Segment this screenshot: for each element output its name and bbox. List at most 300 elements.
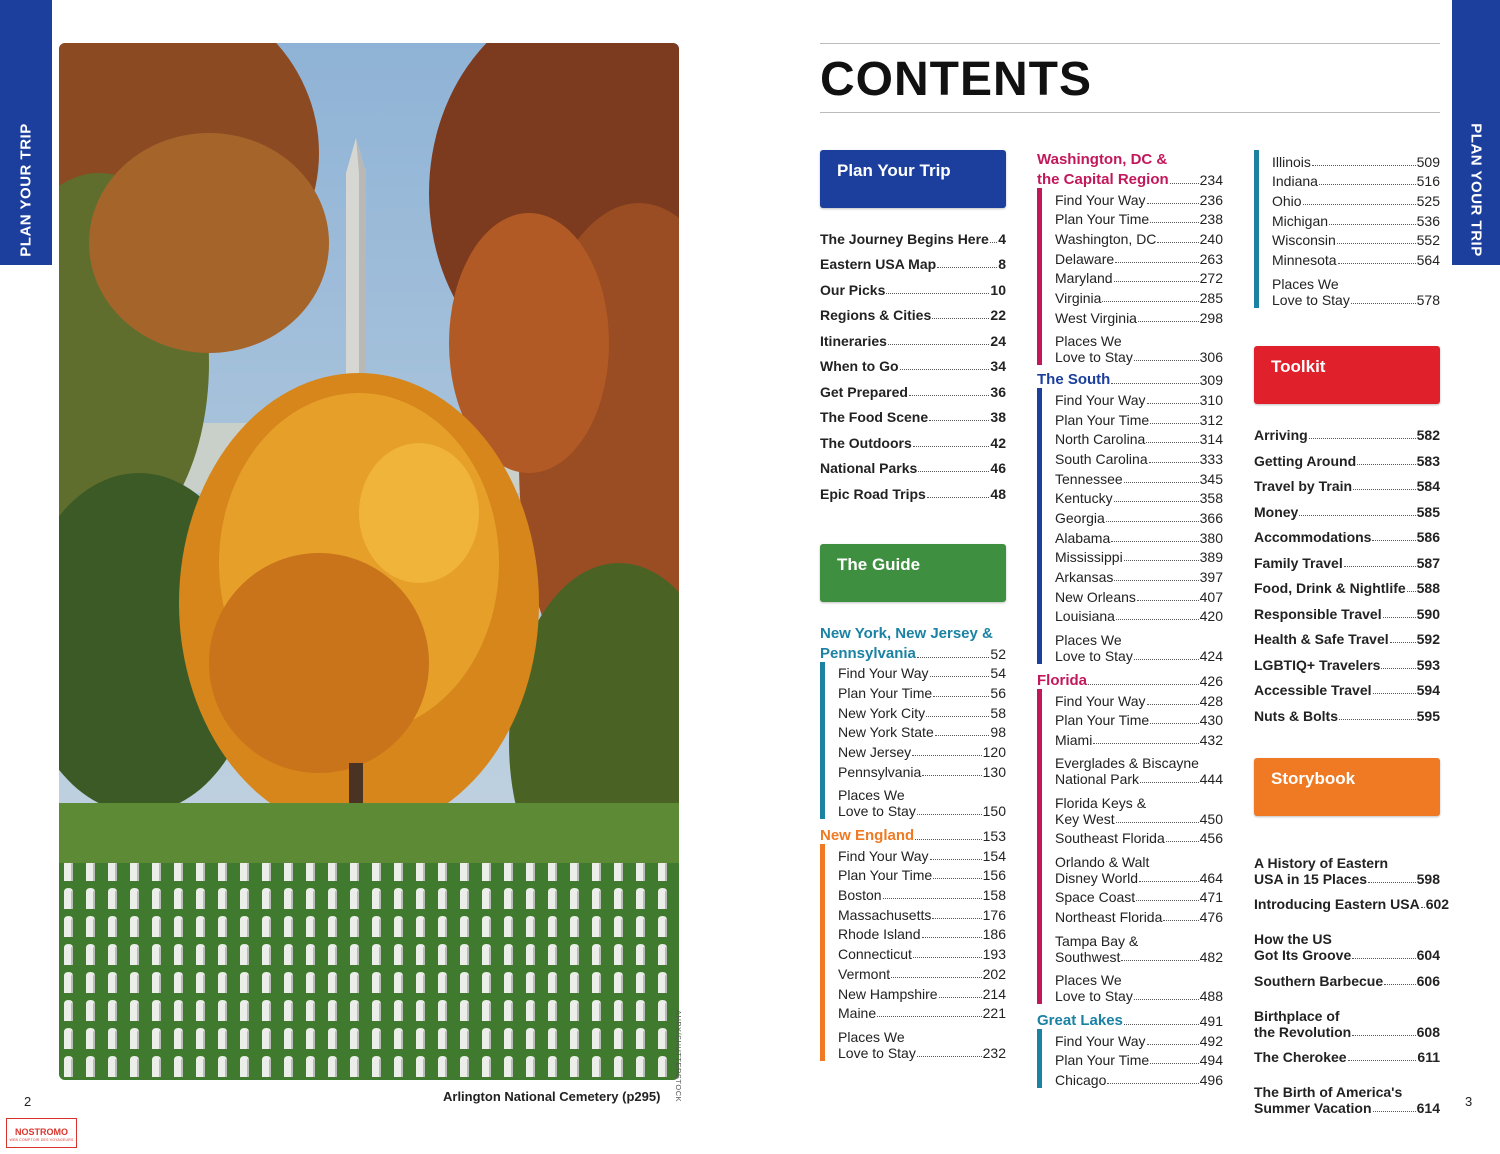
toc-item-label-row <box>1055 811 1223 827</box>
toc-item[interactable] <box>1254 698 1440 724</box>
toc-item-label: Illinois <box>1272 153 1311 170</box>
toc-item[interactable] <box>838 1021 1006 1060</box>
photo-credit: AHPX/SHUTTERSTOCK <box>674 1010 683 1103</box>
toc-item-page: 48 <box>990 485 1006 502</box>
leader-dots <box>877 1016 982 1017</box>
toc-item[interactable] <box>1055 286 1223 306</box>
leader-dots <box>1124 560 1199 561</box>
toc-item[interactable] <box>1254 545 1440 571</box>
toc-item[interactable] <box>1254 989 1440 1040</box>
toc-item-label: Love to Stay <box>1272 291 1350 308</box>
toc-item[interactable] <box>1055 787 1223 826</box>
toc-item[interactable] <box>1055 748 1223 787</box>
leader-dots <box>1150 423 1198 424</box>
toc-item[interactable] <box>1254 963 1440 989</box>
toolkit-list <box>1254 418 1440 724</box>
toc-item-label: Responsible Travel <box>1254 605 1382 622</box>
toc-item[interactable] <box>1254 622 1440 648</box>
toc-item[interactable] <box>1254 673 1440 699</box>
leader-dots <box>1147 203 1199 204</box>
toc-item[interactable] <box>1055 388 1223 408</box>
toc-item[interactable] <box>838 883 1006 903</box>
leader-dots <box>1319 184 1416 185</box>
toc-item[interactable] <box>820 221 1006 247</box>
toc-item-label: Itineraries <box>820 332 887 349</box>
toc-item-page: 8 <box>998 256 1006 272</box>
toc-item-page: 471 <box>1199 889 1223 906</box>
leader-dots <box>1373 693 1416 694</box>
leader-dots <box>1372 540 1415 541</box>
toc-item-label: Find Your Way <box>838 847 929 864</box>
toc-item[interactable] <box>1055 689 1223 709</box>
toc-item-label-row <box>1055 771 1223 787</box>
toc-item-page: 482 <box>1199 948 1223 965</box>
toc-item[interactable] <box>820 323 1006 349</box>
leader-dots <box>1407 591 1416 592</box>
toc-item[interactable] <box>820 298 1006 324</box>
toc-item-label: West Virginia <box>1055 309 1137 326</box>
leader-dots <box>930 676 990 677</box>
toc-item-label: Tampa Bay & <box>1055 932 1139 949</box>
toc-item[interactable] <box>1254 520 1440 546</box>
toc-item[interactable] <box>1055 208 1223 228</box>
leader-dots <box>1102 301 1198 302</box>
toc-item-page: 389 <box>1199 549 1223 566</box>
toc-item-label: New York State <box>838 724 934 741</box>
toc-item-label: New Jersey <box>838 743 912 760</box>
toc-item[interactable] <box>1055 526 1223 546</box>
leader-dots <box>1137 600 1199 601</box>
toc-item[interactable] <box>1254 596 1440 622</box>
toc-item-page: 156 <box>982 867 1006 884</box>
toc-item-label: Plan Your Time <box>838 684 933 701</box>
toc-item-label: Plan Your Time <box>1055 211 1150 228</box>
leader-dots <box>1381 668 1415 669</box>
toc-item[interactable] <box>1055 306 1223 326</box>
toc-item-page: 583 <box>1416 452 1440 469</box>
toc-item[interactable] <box>1254 912 1440 963</box>
toc-item[interactable] <box>1254 494 1440 520</box>
toc-item[interactable] <box>838 864 1006 884</box>
toc-item-label: Birthplace of <box>1254 1007 1340 1024</box>
toc-item[interactable] <box>1272 209 1440 229</box>
toc-item[interactable] <box>838 962 1006 982</box>
toc-item-label: Southern Barbecue <box>1254 972 1384 989</box>
toc-item-page: 285 <box>1199 290 1223 307</box>
plan-list <box>820 221 1006 502</box>
toc-item[interactable] <box>838 903 1006 923</box>
toc-item[interactable] <box>1055 728 1223 748</box>
toc-item[interactable] <box>838 760 1006 780</box>
toc-item[interactable] <box>1254 469 1440 495</box>
leader-dots <box>930 859 982 860</box>
toc-item-label: Find Your Way <box>838 665 929 682</box>
toc-item-page: 236 <box>1199 191 1223 208</box>
toc-item-label: Boston <box>838 887 882 904</box>
toc-item[interactable] <box>1254 571 1440 597</box>
toc-item[interactable] <box>1055 188 1223 208</box>
region-dc-items <box>1037 188 1223 365</box>
toc-item-page: 516 <box>1416 173 1440 190</box>
toc-item-label: Plan Your Time <box>1055 411 1150 428</box>
toc-item-page: 608 <box>1416 1023 1440 1040</box>
region-dc[interactable] <box>1037 150 1223 188</box>
toc-item-label: Wisconsin <box>1272 232 1336 249</box>
leader-dots <box>1150 1063 1198 1064</box>
toc-item-page: 614 <box>1416 1100 1440 1117</box>
toc-item[interactable] <box>838 701 1006 721</box>
leader-dots <box>1373 1111 1416 1112</box>
toc-item-label: The Outdoors <box>820 434 912 451</box>
toolkit-header[interactable]: Toolkit <box>1254 346 1440 404</box>
leader-dots <box>1344 566 1416 567</box>
toc-item[interactable] <box>1272 150 1440 170</box>
toc-item[interactable] <box>1055 467 1223 487</box>
toc-item-page: 150 <box>982 803 1006 820</box>
toc-item[interactable] <box>1055 447 1223 467</box>
toc-item-label: New Orleans <box>1055 588 1136 605</box>
toc-item-label: Maine <box>838 1005 877 1022</box>
toc-item-page: 42 <box>990 434 1006 451</box>
leader-dots <box>1150 222 1198 223</box>
toc-item[interactable] <box>1254 836 1440 887</box>
toc-item[interactable] <box>1055 624 1223 663</box>
leader-dots <box>1338 263 1416 264</box>
toc-item[interactable] <box>1254 887 1450 913</box>
toc-item-page: 611 <box>1417 1049 1440 1066</box>
toc-item[interactable] <box>838 681 1006 701</box>
toc-item-page: 430 <box>1199 712 1223 729</box>
toc-item-label: Miami <box>1055 731 1093 748</box>
toc-item-label: How the US <box>1254 931 1332 948</box>
toc-item-label: Summer Vacation <box>1254 1100 1372 1117</box>
leader-dots <box>1136 900 1198 901</box>
toc-item-page: 193 <box>982 946 1006 963</box>
leader-dots <box>1093 743 1198 744</box>
toc-item-label: Family Travel <box>1254 554 1343 571</box>
side-tab-label: PLAN YOUR TRIP <box>1467 123 1485 257</box>
toc-item-label: Alabama <box>1055 529 1111 546</box>
leader-dots <box>1157 242 1198 243</box>
toc-item-page: 310 <box>1199 391 1223 408</box>
region-title: Florida <box>1037 671 1088 689</box>
toc-item-page: 592 <box>1416 631 1440 648</box>
toc-item-label: Maryland <box>1055 270 1113 287</box>
leader-dots <box>918 471 989 472</box>
toc-item-label: Love to Stay <box>1055 647 1133 664</box>
toc-item-page: 606 <box>1416 972 1440 989</box>
publisher-logo <box>6 1118 77 1148</box>
toc-item[interactable] <box>1055 1068 1223 1088</box>
toc-item[interactable] <box>1055 709 1223 729</box>
toc-item-page: 232 <box>982 1044 1006 1061</box>
toc-item-page: 585 <box>1416 503 1440 520</box>
leader-dots <box>1147 1044 1199 1045</box>
leader-dots <box>1138 321 1199 322</box>
toc-item[interactable] <box>1055 247 1223 267</box>
toc-item-label: Virginia <box>1055 290 1102 307</box>
plan-your-trip-header[interactable]: Plan Your Trip <box>820 150 1006 208</box>
toc-item-label: New York City <box>838 704 926 721</box>
toc-item[interactable] <box>1272 170 1440 190</box>
toc-item[interactable] <box>1272 189 1440 209</box>
toc-item-label: Rhode Island <box>838 926 921 943</box>
toc-item-label: Indiana <box>1272 173 1318 190</box>
toc-item-page: 564 <box>1416 252 1440 269</box>
toc-item-page: 380 <box>1199 529 1223 546</box>
toc-item-label: Orlando & Walt <box>1055 853 1150 870</box>
photo-caption: Arlington National Cemetery (p295) <box>443 1089 661 1104</box>
toc-item-label: National Parks <box>820 460 918 476</box>
toc-item-page: 314 <box>1199 431 1223 448</box>
toc-item-page: 588 <box>1416 580 1440 597</box>
region-page: 52 <box>990 645 1006 662</box>
contents-column-3 <box>1254 150 1450 1117</box>
toc-item[interactable] <box>1055 846 1223 885</box>
leader-dots <box>1357 464 1416 465</box>
toc-item[interactable] <box>1055 605 1223 625</box>
toc-item-label: The Journey Begins Here <box>820 230 989 247</box>
toc-item[interactable] <box>838 923 1006 943</box>
toc-item[interactable] <box>838 844 1006 864</box>
leader-dots <box>886 293 989 294</box>
toc-item[interactable] <box>820 476 1006 502</box>
leader-dots <box>1339 719 1416 720</box>
toc-item-label: Get Prepared <box>820 383 908 400</box>
toc-item-page: 584 <box>1416 478 1440 495</box>
leader-dots <box>1124 482 1199 483</box>
region-ne-items <box>820 844 1006 1061</box>
region-title: New England <box>820 827 915 845</box>
toc-item[interactable] <box>1055 546 1223 566</box>
toc-item-label: Delaware <box>1055 250 1115 267</box>
toc-item-page: 34 <box>990 358 1006 374</box>
toc-item-label: Disney World <box>1055 869 1138 886</box>
leader-dots <box>912 755 982 756</box>
toc-item[interactable] <box>1055 965 1223 1004</box>
toc-item-label: the Revolution <box>1254 1023 1352 1040</box>
region-title-line2: Pennsylvania <box>820 644 916 662</box>
toc-item[interactable] <box>1055 487 1223 507</box>
toc-item[interactable] <box>1055 925 1223 964</box>
toc-item[interactable] <box>1055 585 1223 605</box>
contents-column-1 <box>820 150 1006 1061</box>
toc-item[interactable] <box>820 400 1006 426</box>
leader-dots <box>913 446 990 447</box>
leader-dots <box>1353 489 1416 490</box>
toc-item-label: Accommodations <box>1254 529 1372 546</box>
toc-item-page: 552 <box>1416 232 1440 249</box>
region-lakes-items-cont <box>1254 150 1440 308</box>
toc-item[interactable] <box>820 374 1006 400</box>
toc-item-label: Georgia <box>1055 510 1105 527</box>
cover-photo <box>59 43 679 1080</box>
toc-item[interactable] <box>838 721 1006 741</box>
toc-item[interactable] <box>1272 248 1440 268</box>
toc-item[interactable] <box>838 740 1006 760</box>
toc-item-page: 602 <box>1425 896 1450 913</box>
toc-item-label: Love to Stay <box>1055 349 1133 366</box>
leader-dots <box>932 918 981 919</box>
region-ny[interactable] <box>820 622 1006 662</box>
toc-item[interactable] <box>1055 428 1223 448</box>
toc-item[interactable] <box>1272 229 1440 249</box>
page-number-right: 3 <box>1465 1094 1473 1109</box>
toc-item-page: 120 <box>982 743 1006 760</box>
toc-item-label: Southeast Florida <box>1055 830 1165 847</box>
toc-item-page: 4 <box>998 230 1006 247</box>
toc-item-label: Places We <box>1055 631 1122 648</box>
toc-item-label: Ohio <box>1272 193 1302 210</box>
toc-item-label-row <box>1254 1100 1440 1116</box>
leader-dots <box>932 318 989 319</box>
leader-dots <box>1299 515 1415 516</box>
toc-item[interactable] <box>1055 905 1223 925</box>
toc-item-label: USA in 15 Places <box>1254 870 1368 887</box>
toc-item[interactable] <box>820 451 1006 477</box>
toc-item[interactable] <box>838 780 1006 819</box>
toc-item-page: 582 <box>1416 427 1440 444</box>
leader-dots <box>1421 907 1425 908</box>
region-page: 309 <box>1199 372 1223 389</box>
toc-item-label: Mississippi <box>1055 549 1123 566</box>
leader-dots <box>1312 165 1416 166</box>
toc-item-page: 536 <box>1416 212 1440 229</box>
toc-item[interactable] <box>1254 1040 1440 1066</box>
toc-item-page: 345 <box>1199 470 1223 487</box>
toc-item[interactable] <box>1055 1049 1223 1069</box>
divider-top <box>820 43 1440 44</box>
toc-item-page: 456 <box>1199 830 1223 847</box>
leader-dots <box>1390 642 1416 643</box>
toc-item-label-row <box>1254 871 1440 887</box>
toc-item[interactable] <box>1055 326 1223 365</box>
toc-item-label: Everglades & Biscayne <box>1055 755 1199 772</box>
toc-item-page: 56 <box>990 684 1006 701</box>
region-new-england[interactable] <box>820 824 1006 844</box>
toc-item-label: South Carolina <box>1055 450 1148 467</box>
toc-item[interactable] <box>1055 1029 1223 1049</box>
toc-item[interactable] <box>1055 408 1223 428</box>
toc-item-page: 509 <box>1416 153 1440 170</box>
leader-dots <box>939 997 982 998</box>
toc-item-label: The Birth of America's <box>1254 1084 1403 1101</box>
leader-dots <box>1348 1060 1417 1061</box>
toc-item-label: Plan Your Time <box>838 867 933 884</box>
leader-dots <box>1116 619 1199 620</box>
toc-item-label: Michigan <box>1272 212 1329 229</box>
logo-text: NOSTROMO <box>15 1127 68 1137</box>
toc-item-page: 590 <box>1416 605 1440 622</box>
toc-item[interactable] <box>1272 268 1440 307</box>
toc-item[interactable] <box>838 942 1006 962</box>
toc-item-label: Places We <box>1272 275 1339 292</box>
leader-dots <box>1111 541 1198 542</box>
the-guide-header[interactable]: The Guide <box>820 544 1006 602</box>
toc-item[interactable] <box>820 272 1006 298</box>
toc-item-label: Tennessee <box>1055 470 1123 487</box>
toc-item[interactable] <box>1254 418 1440 444</box>
toc-item[interactable] <box>1254 443 1440 469</box>
leader-dots <box>1114 580 1198 581</box>
toc-item-page: 263 <box>1199 250 1223 267</box>
region-the-south[interactable] <box>1037 368 1223 388</box>
leader-dots <box>1309 438 1416 439</box>
toc-item-page: 358 <box>1199 490 1223 507</box>
toc-item[interactable] <box>1055 267 1223 287</box>
toc-item[interactable] <box>838 982 1006 1002</box>
toc-item[interactable] <box>838 1002 1006 1022</box>
toc-item-page: 420 <box>1199 608 1223 625</box>
toc-item-page: 54 <box>990 665 1006 682</box>
toc-item-label: North Carolina <box>1055 431 1146 448</box>
toc-item[interactable] <box>820 425 1006 451</box>
toc-item-label: Find Your Way <box>1055 391 1146 408</box>
toc-item[interactable] <box>1055 827 1223 847</box>
region-florida[interactable] <box>1037 669 1223 689</box>
toc-item-label: Pennsylvania <box>838 763 922 780</box>
toc-item-page: 593 <box>1416 656 1440 673</box>
leader-dots <box>1147 704 1199 705</box>
toc-item-label: Love to Stay <box>1055 987 1133 1004</box>
leader-dots <box>922 937 982 938</box>
toc-item[interactable] <box>1055 227 1223 247</box>
toc-item-page: 444 <box>1199 771 1223 788</box>
toc-item-page: 272 <box>1199 270 1223 287</box>
leader-dots <box>922 775 981 776</box>
region-florida-items <box>1037 689 1223 1004</box>
toc-item-page: 598 <box>1416 870 1440 887</box>
toc-item-label: Chicago <box>1055 1071 1107 1088</box>
toc-item-label: Plan Your Time <box>1055 1052 1150 1069</box>
toc-item[interactable] <box>838 662 1006 682</box>
toc-item[interactable] <box>1254 1065 1440 1116</box>
toc-item-label-row <box>1254 1024 1440 1040</box>
toc-item-label: Money <box>1254 503 1299 520</box>
toc-item[interactable] <box>820 349 1006 375</box>
toc-item-label: Arkansas <box>1055 569 1114 586</box>
storybook-header[interactable]: Storybook <box>1254 758 1440 816</box>
leader-dots <box>937 267 997 268</box>
toc-item-page: 494 <box>1199 1052 1223 1069</box>
leader-dots <box>929 420 989 421</box>
toc-item[interactable] <box>1055 565 1223 585</box>
leader-dots <box>1149 462 1199 463</box>
toc-item-page: 240 <box>1199 231 1223 248</box>
toc-item-page: 214 <box>982 985 1006 1002</box>
logo-subtext: WEB COMPTOIR DES VOYAGEURS <box>9 1138 74 1142</box>
toc-item-label: Places We <box>838 787 905 804</box>
region-great-lakes[interactable] <box>1037 1009 1223 1029</box>
leader-dots <box>1116 822 1199 823</box>
region-page: 491 <box>1199 1012 1223 1029</box>
toc-item[interactable] <box>820 247 1006 273</box>
leader-dots <box>935 735 990 736</box>
toc-item-page: 407 <box>1199 588 1223 605</box>
toc-item-page: 428 <box>1199 692 1223 709</box>
leader-dots <box>1163 920 1198 921</box>
toc-item-page: 38 <box>990 409 1006 425</box>
toc-item[interactable] <box>1254 647 1440 673</box>
toc-item-page: 594 <box>1416 682 1440 699</box>
toc-item[interactable] <box>1055 886 1223 906</box>
toc-item-page: 586 <box>1416 529 1440 546</box>
leader-dots <box>1106 521 1199 522</box>
toc-item-page: 306 <box>1199 349 1223 366</box>
toc-item[interactable] <box>1055 506 1223 526</box>
toc-item-label: Vermont <box>838 965 891 982</box>
toc-item-page: 525 <box>1416 193 1440 210</box>
